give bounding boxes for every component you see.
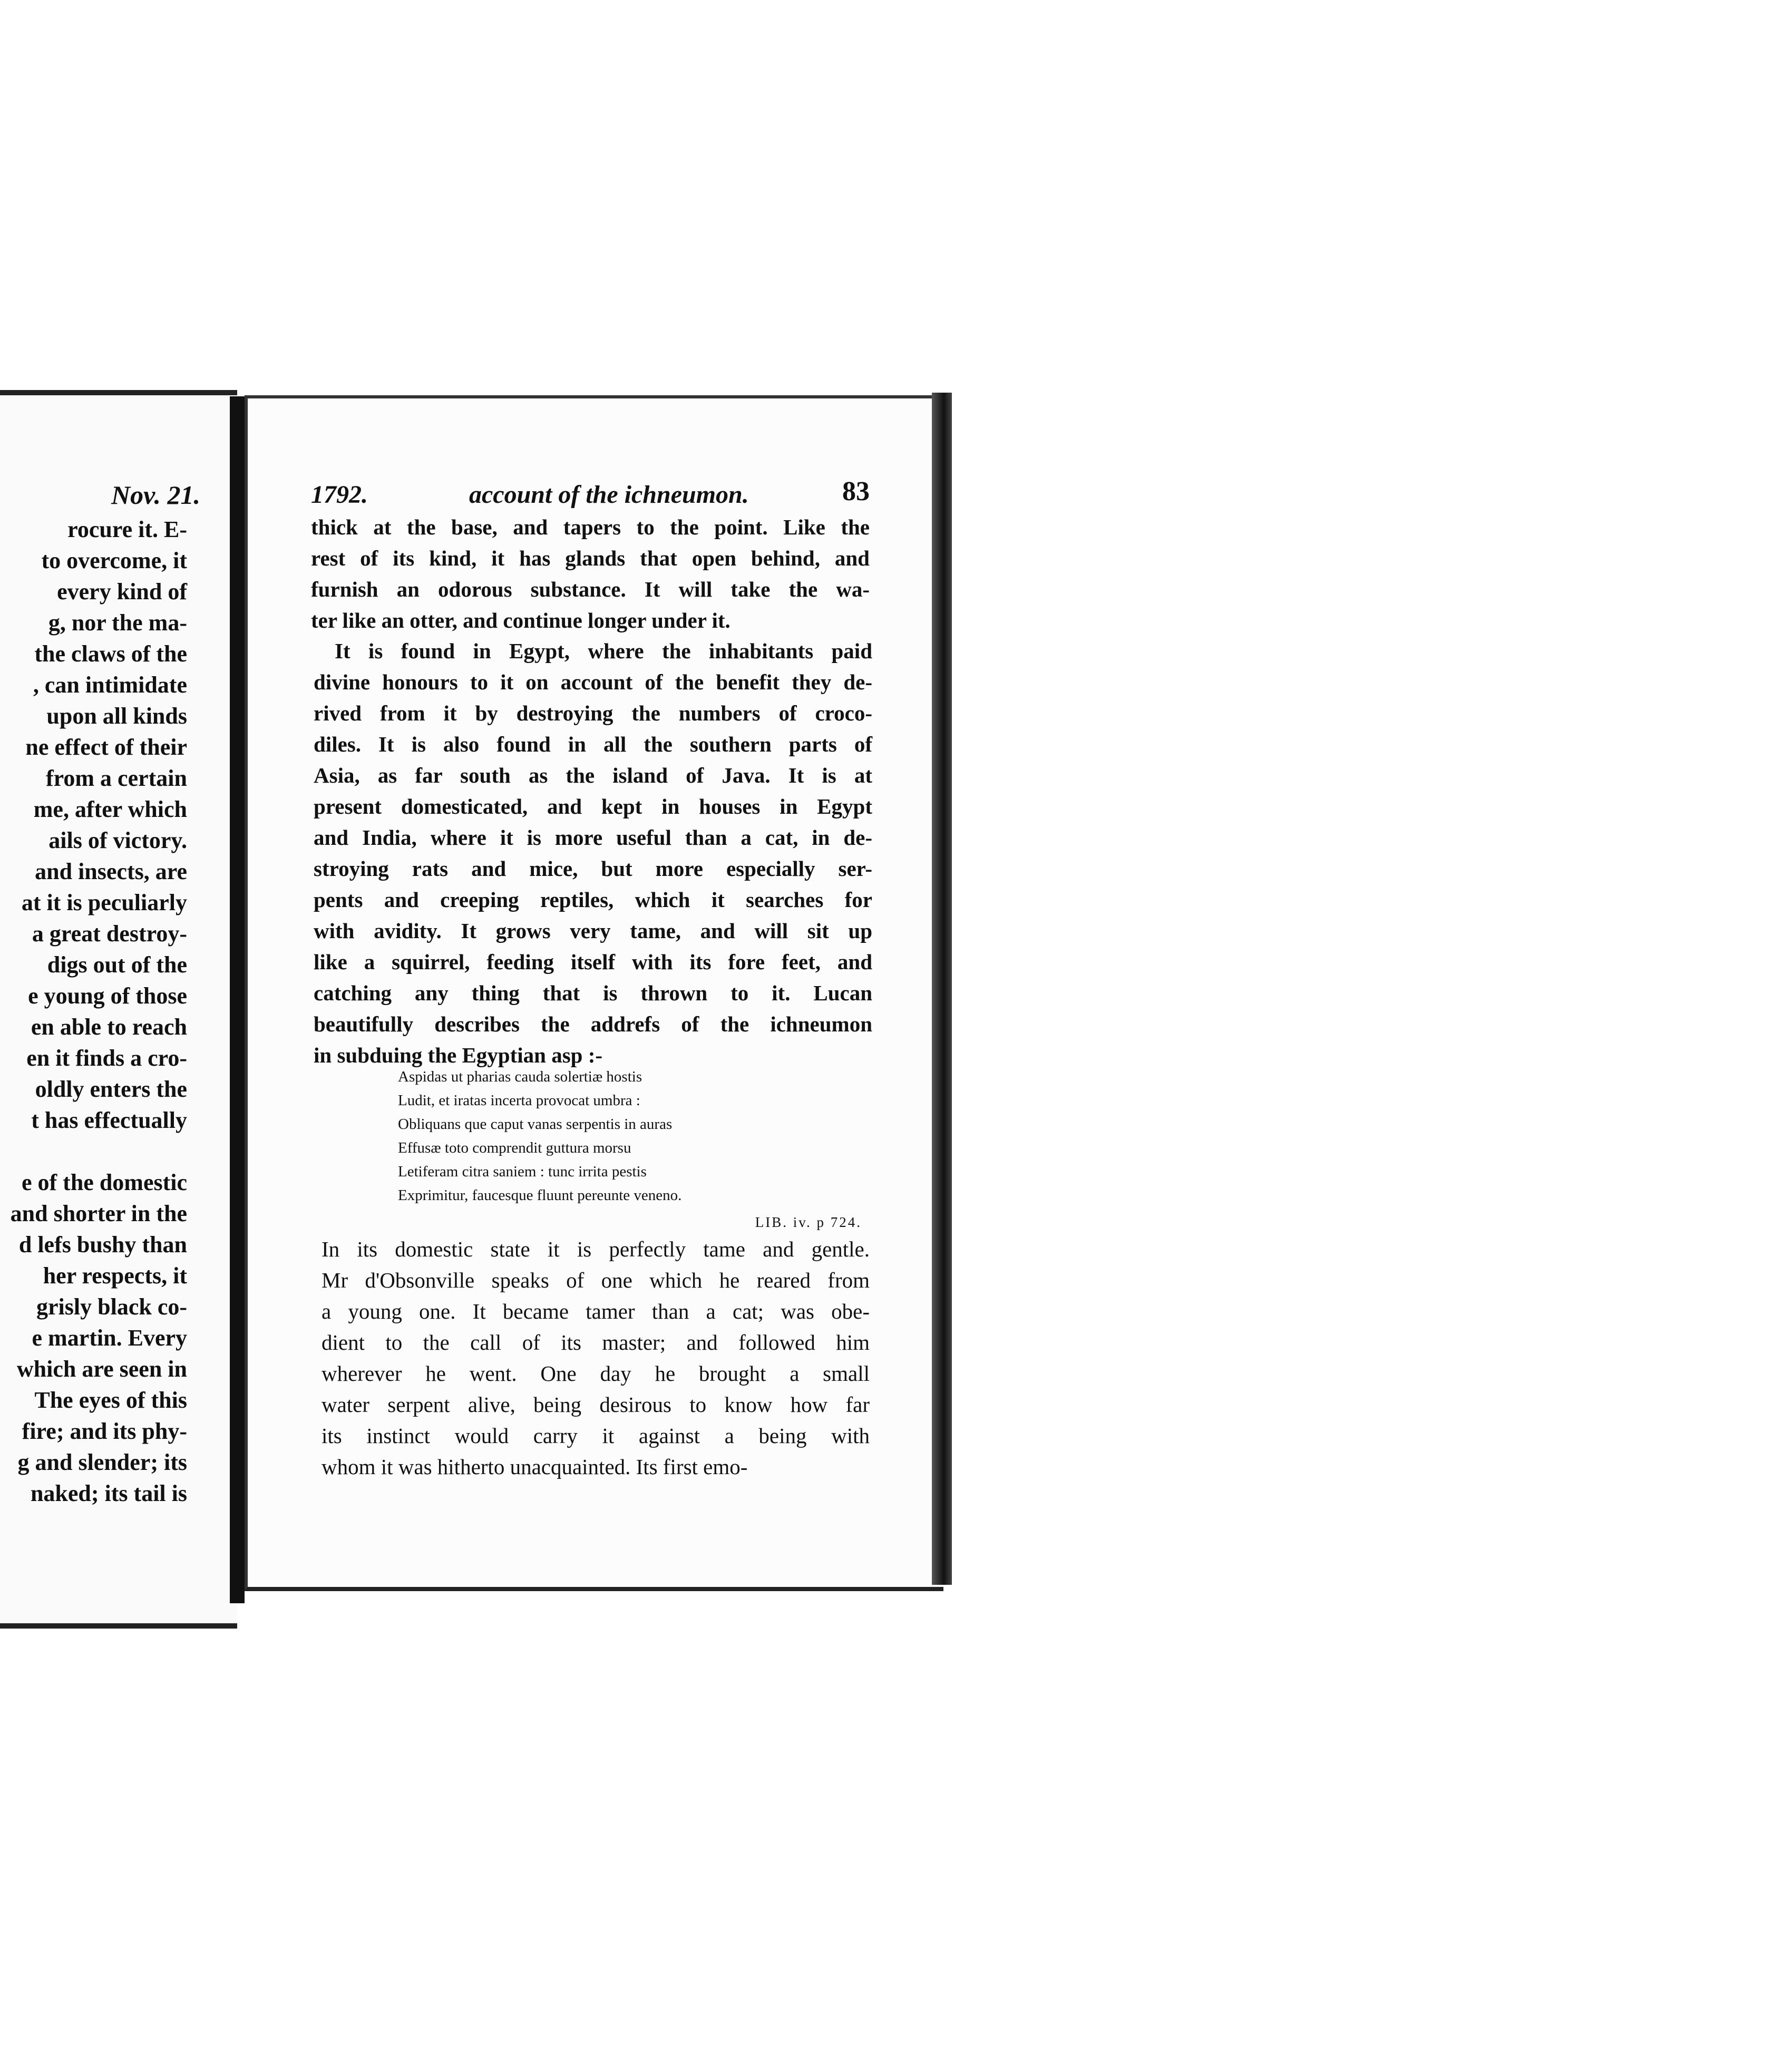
text-line: which are seen in — [16, 1356, 187, 1382]
verse-line: Letiferam citra saniem : tunc irrita pestis — [398, 1163, 647, 1180]
text-line: digs out of the — [47, 952, 187, 978]
text-line — [0, 1136, 187, 1167]
text-line: e martin. Every — [32, 1325, 187, 1351]
text-line: in subduing the Egyptian asp :- — [314, 1043, 603, 1067]
text-line: its instinct would carry it against a being with — [322, 1424, 870, 1448]
text-line: It is found in Egypt, where the inhabitants paid — [335, 639, 872, 663]
text-line: , can intimidate — [33, 672, 187, 698]
text-line: furnish an odorous substance. It will take the wa- — [311, 577, 870, 601]
verse-line: Effusæ toto comprendit guttura morsu — [398, 1139, 631, 1156]
text-line: rocure it. E- — [67, 516, 187, 542]
text-line: to overcome, it — [41, 548, 187, 573]
text-line: water serpent alive, being desirous to know how far — [322, 1392, 870, 1417]
text-line: oldly enters the — [35, 1076, 187, 1102]
text-line: catching any thing that is thrown to it. Lucan — [314, 981, 872, 1005]
text-line: ails of victory. — [48, 827, 187, 853]
text-line: every kind of — [57, 579, 187, 605]
right-page — [245, 395, 943, 1591]
text-line: upon all kinds — [46, 703, 187, 729]
text-line: fire; and its phy- — [22, 1418, 187, 1444]
text-line: e of the domestic — [21, 1170, 187, 1195]
left-page — [0, 390, 237, 1629]
page-header — [311, 476, 870, 512]
text-line: stroying rats and mice, but more especially ser- — [314, 856, 872, 881]
text-line: Asia, as far south as the island of Java. It is at — [314, 763, 872, 787]
text-line: with avidity. It grows very tame, and will sit up — [314, 919, 872, 943]
text-line: present domesticated, and kept in houses in Egypt — [314, 794, 872, 818]
text-line: her respects, it — [43, 1263, 187, 1289]
text-line: The eyes of this — [34, 1387, 187, 1413]
paragraph-2 — [314, 636, 872, 1071]
text-line: d lefs bushy than — [18, 1232, 187, 1258]
latin-verse-quotation — [398, 1065, 820, 1207]
text-line: Mr d'Obsonville speaks of one which he reared from — [322, 1268, 870, 1292]
text-line: rived from it by destroying the numbers of croco- — [314, 701, 872, 725]
paragraph-1 — [311, 512, 870, 636]
text-line: In its domestic state it is perfectly tame and gentle. — [322, 1237, 870, 1261]
text-line: the claws of the — [34, 641, 187, 667]
text-line: divine honours to it on account of the benefit they de- — [314, 670, 872, 694]
text-line: ne effect of their — [25, 734, 187, 760]
text-line: g, nor the ma- — [48, 610, 187, 636]
verse-line: Aspidas ut pharias cauda solertiæ hostis — [398, 1068, 642, 1085]
text-line: beautifully describes the addrefs of the ichneumon — [314, 1012, 872, 1036]
text-line: dient to the call of its master; and followed him — [322, 1330, 870, 1354]
verse-line: Ludit, et iratas incerta provocat umbra : — [398, 1092, 640, 1109]
text-line: thick at the base, and tapers to the point. Like the — [311, 515, 870, 539]
text-line: g and slender; its — [17, 1449, 187, 1475]
text-line: diles. It is also found in all the southern parts of — [314, 732, 872, 756]
text-line: a young one. It became tamer than a cat; was obe- — [322, 1299, 870, 1323]
verse-line: Obliquans que caput vanas serpentis in auras — [398, 1116, 673, 1133]
text-line: at it is peculiarly — [21, 890, 187, 915]
verse-citation: LIB. iv. p 724. — [755, 1214, 862, 1230]
text-line: e young of those — [28, 983, 187, 1009]
text-line: wherever he went. One day he brought a small — [322, 1361, 870, 1386]
page-number: 83 — [842, 476, 870, 506]
book-spine — [230, 396, 245, 1603]
text-line: en able to reach — [31, 1014, 187, 1040]
text-line: a great destroy- — [32, 921, 187, 947]
text-line: ter like an otter, and continue longer under it. — [311, 608, 731, 632]
running-year: 1792. — [311, 481, 368, 509]
text-line: from a certain — [46, 765, 187, 791]
text-line: t has effectually — [31, 1107, 187, 1133]
text-line: and shorter in the — [10, 1201, 187, 1226]
paragraph-3 — [322, 1234, 870, 1483]
page-edge-shadow — [932, 393, 952, 1585]
text-line: pents and creeping reptiles, which it searches for — [314, 888, 872, 912]
text-line: en it finds a cro- — [26, 1045, 187, 1071]
text-line: like a squirrel, feeding itself with its fore feet, and — [314, 950, 872, 974]
left-page-text — [0, 514, 187, 1509]
text-line: me, after which — [33, 796, 187, 822]
running-title: account of the ichneumon. — [469, 481, 749, 509]
text-line: and India, where it is more useful than a cat, in de- — [314, 825, 872, 850]
text-line: and insects, are — [35, 859, 187, 884]
left-page-header: Nov. 21. — [111, 480, 200, 510]
text-line: naked; its tail is — [30, 1480, 187, 1506]
text-line: rest of its kind, it has glands that open behind, and — [311, 546, 870, 570]
verse-line: Exprimitur, faucesque fluunt pereunte veneno. — [398, 1187, 682, 1204]
text-line: grisly black co- — [36, 1294, 187, 1320]
text-line: whom it was hitherto unacquainted. Its first emo- — [322, 1455, 748, 1479]
